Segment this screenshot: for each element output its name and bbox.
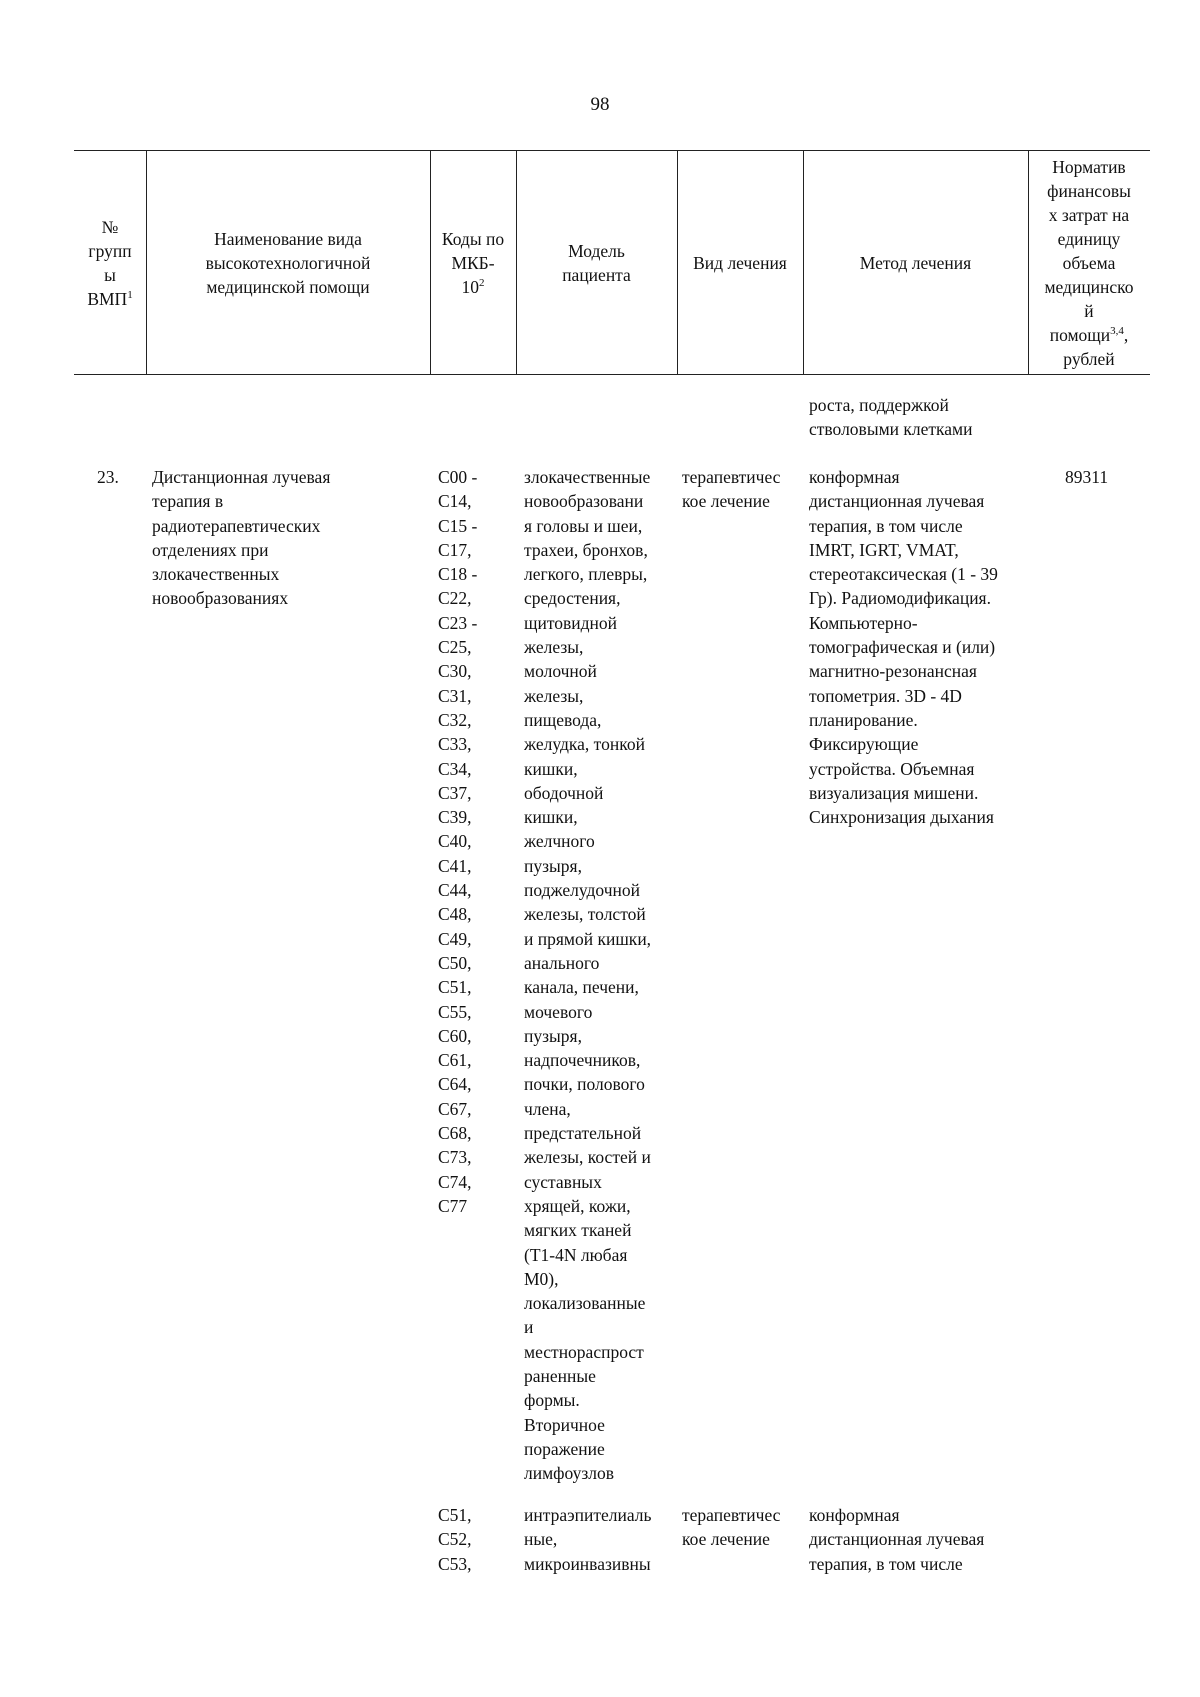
- header-patient-model: Модель пациента: [562, 240, 631, 285]
- header-norm-unit: , рублей: [1063, 324, 1129, 369]
- header-group-number-footnote: 1: [127, 288, 133, 301]
- row23-treatment-type: терапевтичес кое лечение: [682, 467, 781, 512]
- header-norm-text: Норматив финансовы х затрат на единицу объема медицинско й помощи: [1044, 156, 1134, 345]
- next-row-treatment-type: терапевтичес кое лечение: [682, 1505, 781, 1550]
- header-treatment-type: Вид лечения: [693, 252, 787, 273]
- row23-name: Дистанционная лучевая терапия в радиотерапевтических отделениях при злокачественных новообразованиях: [152, 467, 331, 609]
- header-name: Наименование вида высокотехнологичной медицинской помощи: [205, 228, 371, 297]
- next-row-codes: C51, C52, C53,: [438, 1505, 472, 1574]
- header-codes: [430, 151, 516, 374]
- header-codes-text: Коды по МКБ- 10: [441, 228, 505, 297]
- row23-codes: C00 - C14, C15 - C17, C18 - C22, C23 - C25, C30, C31, C32, C33, C34, C37, C39, C40, C41, C44, C48, C49, C50, C51, C55, C60, C61, C64, C67, C68, C73, C74, C77: [438, 467, 478, 1216]
- header-codes-footnote: 2: [478, 276, 485, 289]
- row23-number: 23.: [97, 467, 119, 487]
- row23-norm: 89311: [1065, 467, 1109, 487]
- row23-treatment-method: конформная дистанционная лучевая терапия, в том числе IMRT, IGRT, VMAT, стереотаксическая (1 - 39 Гр). Радиомодификация. Компьютерно- томографическая и (или) магнитно-резонансная топометрия. 3D - 4D планирование. Фиксирующие устройства. Объемная визуализация мишени. Синхронизация дыхания: [809, 467, 998, 828]
- next-row-patient-model: интраэпителиаль ные, микроинвазивны: [524, 1505, 652, 1574]
- header-group-number-text: № групп ы ВМП: [87, 216, 132, 309]
- header-group-number: [74, 151, 146, 374]
- continued-method: роста, поддержкой стволовыми клетками: [809, 395, 973, 440]
- row23-patient-model: злокачественные новообразовани я головы и шеи, трахеи, бронхов, легкого, плевры, средостения, щитовидной железы, молочной железы, пищевода, желудка, тонкой кишки, ободочной кишки, желчного пузыря, поджелудочной железы, толстой и прямой кишки, анального канала, печени, мочевого пузыря, надпочечников, почки, полового члена, предстательной железы, костей и суставных хрящей, кожи, мягких тканей (T1-4N любая M0), локализованные и местнораспрост раненные формы. Вторичное поражение лимфоузлов: [524, 467, 652, 1484]
- page-number: 98: [590, 94, 610, 115]
- table-header: [74, 150, 1150, 375]
- header-treatment-method: Метод лечения: [859, 252, 972, 273]
- header-norm-footnote: 3,4: [1110, 324, 1124, 337]
- next-row-treatment-method: конформная дистанционная лучевая терапия, в том числе: [809, 1505, 985, 1574]
- header-norm: [1028, 151, 1150, 374]
